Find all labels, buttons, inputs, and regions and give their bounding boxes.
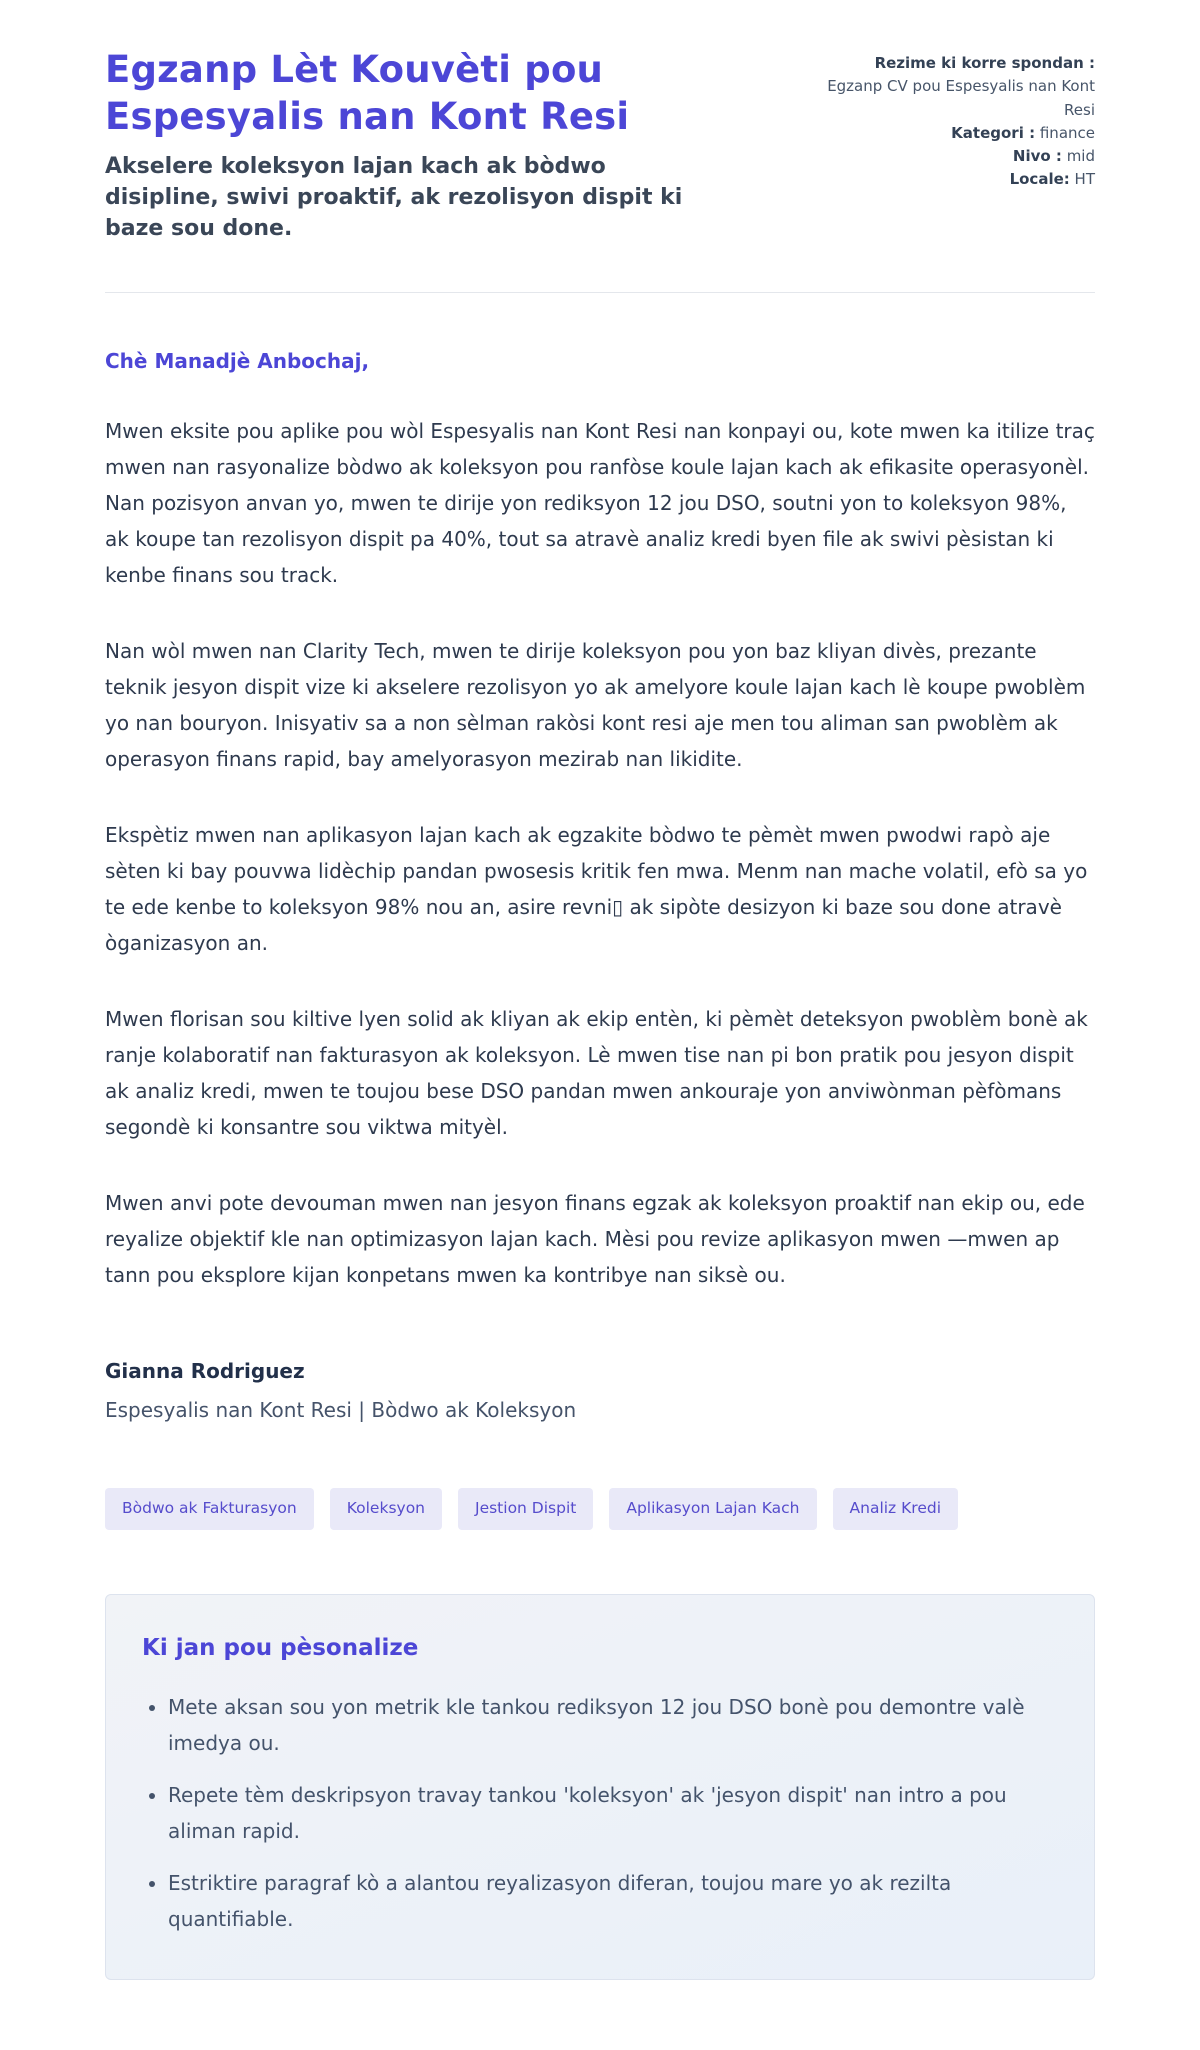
signature-role: Espesyalis nan Kont Resi | Bòdwo ak Koleksyon bbox=[105, 1398, 577, 1423]
signature-name: Gianna Rodriguez bbox=[105, 1359, 305, 1384]
keyword-tags-row bbox=[105, 1488, 1095, 1530]
tag-pill-koleksyon: Koleksyon bbox=[330, 1488, 442, 1530]
meta-level bbox=[795, 145, 1095, 168]
tips-list bbox=[142, 1689, 1058, 1937]
tag-pill-jestion-dispit: Jestion Dispit bbox=[458, 1488, 593, 1530]
header-divider bbox=[105, 292, 1095, 293]
letter-paragraph-4: Mwen florisan sou kiltive lyen solid ak kliyan ak ekip entèn, ki pèmèt deteksyon pwoblèm bonè ak ranje kolaboratif nan fakturasyon ak koleksyon. Lè mwen tise nan pi bon pratik pou jesyon dispit ak analiz kredi, mwen te toujou bese DSO pandan mwen ankouraje yon anviwònman pèfòmans segondè ki konsantre sou viktwa mityèl. bbox=[105, 1007, 1088, 1140]
page-subtitle: Akselere koleksyon lajan kach ak bòdwo disipline, swivi proaktif, ak rezolisyon dispit ki baze sou done. bbox=[105, 153, 683, 242]
letter-paragraph-3: Ekspètiz mwen nan aplikasyon lajan kach ak egzakite bòdwo te pèmèt mwen pwodwi rapò aje sèten ki bay pouvwa lidèchip pandan pwosesis kritik fen mwa. Menm nan mache volatil, efò sa yo te ede kenbe to koleksyon 98% nou an, asire revni▯ ak sipòte desizyon ki baze sou done atravè òganizasyon an. bbox=[105, 823, 1088, 956]
tag-pill-bodwo-ak-fakturasyon: Bòdwo ak Fakturasyon bbox=[105, 1488, 314, 1530]
cover-letter-page bbox=[105, 0, 1095, 2050]
tip-item-1: • Mete aksan sou yon metrik kle tankou rediksyon 12 jou DSO bonè pou demontre valè imedya ou. bbox=[168, 1689, 1058, 1761]
meta-category-label: Kategori : bbox=[951, 123, 1036, 142]
page-header bbox=[105, 46, 1095, 244]
letter-paragraph-5: Mwen anvi pote devouman mwen nan jesyon finans egzak ak koleksyon proaktif nan ekip ou, ede reyalize objektif kle nan optimizasyon lajan kach. Mèsi pou revize aplikasyon mwen —mwen ap tann pou eksplore kijan konpetans mwen ka kontribye nan siksè ou. bbox=[105, 1191, 1085, 1288]
meta-category-value: finance bbox=[1039, 123, 1095, 142]
meta-category bbox=[795, 122, 1095, 145]
letter-paragraph-1: Mwen eksite pou aplike pou wòl Espesyalis nan Kont Resi nan konpayi ou, kote mwen ka itilize traç mwen nan rasyonalize bòdwo ak koleksyon pou ranfòse koule lajan kach ak efikasite operasyonèl. Nan pozisyon anvan yo, mwen te dirije yon rediksyon 12 jou DSO, soutni yon to koleksyon 98%, ak koupe tan rezolisyon dispit pa 40%, tout sa atravè analiz kredi byen file ak swivi pèsistan ki kenbe finans sou track. bbox=[105, 419, 1095, 588]
tip-item-3: • Estriktire paragraf kò a alantou reyalizasyon diferan, toujou mare yo ak rezilta quantifiable. bbox=[168, 1865, 1058, 1937]
header-title-block bbox=[105, 46, 695, 244]
tag-pill-aplikasyon-lajan-kach: Aplikasyon Lajan Kach bbox=[609, 1488, 816, 1530]
personalize-tips-box bbox=[105, 1594, 1095, 1980]
tips-heading: Ki jan pou pèsonalize bbox=[142, 1634, 419, 1661]
meta-matching-resume-label bbox=[795, 52, 1095, 75]
letter-paragraph-2: Nan wòl mwen nan Clarity Tech, mwen te dirije koleksyon pou yon baz kliyan divès, prezante teknik jesyon dispit vize ki akselere rezolisyon yo ak amelyore koule lajan kach lè koupe pwoblèm yo nan bouryon. Inisyativ sa a non sèlman rakòsi kont resi aje men tou aliman san pwoblèm ak operasyon finans rapid, bay amelyorasyon mezirab nan likidite. bbox=[105, 639, 1086, 772]
meta-matching-resume-value: Egzanp CV pou Espesyalis nan Kont Resi bbox=[827, 77, 1095, 119]
meta-locale-value: HT bbox=[1074, 170, 1095, 189]
tip-item-2: • Repete tèm deskripsyon travay tankou 'koleksyon' ak 'jesyon dispit' nan intro a pou aliman rapid. bbox=[168, 1777, 1058, 1849]
meta-locale bbox=[795, 168, 1095, 191]
meta-matching-resume-label-text: Rezime ki korre spondan : bbox=[874, 54, 1095, 72]
meta-locale-label: Locale: bbox=[1009, 170, 1070, 189]
header-meta-block bbox=[795, 46, 1095, 192]
meta-level-value: mid bbox=[1066, 147, 1095, 165]
tag-pill-analiz-kredi: Analiz Kredi bbox=[833, 1488, 958, 1530]
letter-greeting: Chè Manadjè Anbochaj, bbox=[105, 349, 370, 374]
page-title: Egzanp Lèt Kouvèti pou Espesyalis nan Kont Resi bbox=[105, 48, 630, 139]
meta-level-label: Nivo : bbox=[1012, 147, 1062, 165]
